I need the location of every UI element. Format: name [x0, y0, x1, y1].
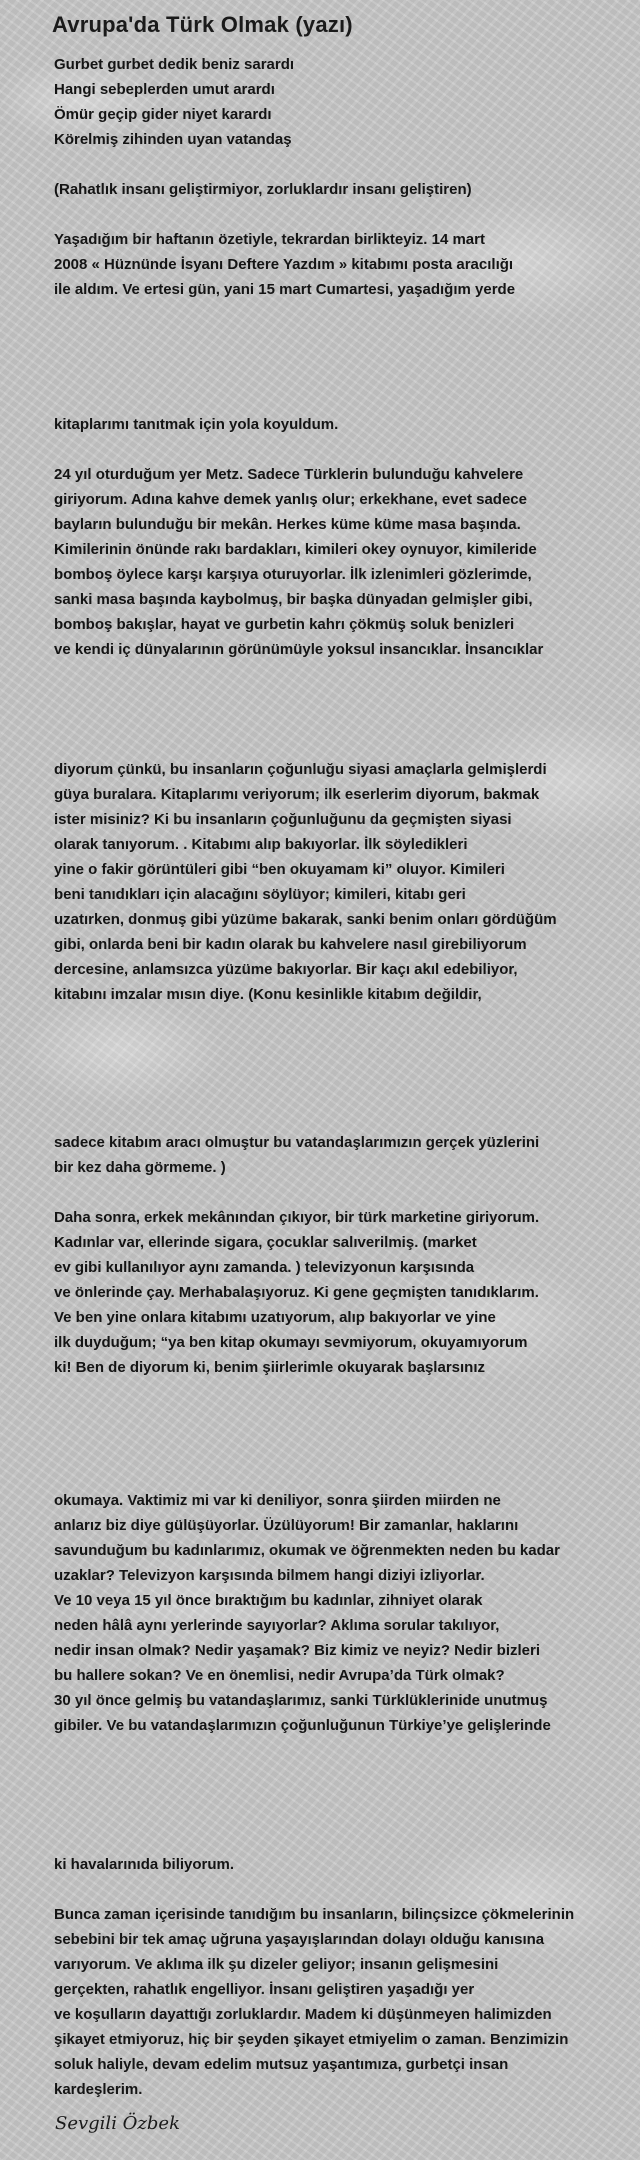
text-line: Daha sonra, erkek mekânından çıkıyor, bir türk marketine giriyorum. — [54, 1209, 540, 1226]
text-line: 30 yıl önce gelmiş bu vatandaşlarımız, sanki Türklüklerinide unutmuş — [54, 1692, 548, 1709]
text-line: Kadınlar var, ellerinde sigara, çocuklar salıverilmiş. (market — [54, 1234, 477, 1251]
text-line: gibi, onlarda beni bir kadın olarak bu kahvelere nasıl girebiliyorum — [54, 936, 527, 953]
text-line: 24 yıl oturduğum yer Metz. Sadece Türklerin bulunduğu kahvelere — [54, 466, 524, 483]
paragraph-gap — [54, 437, 614, 462]
text-line: beni tanıdıkları için alacağını söylüyor; kimileri, kitabı geri — [54, 886, 466, 903]
text-line: (Rahatlık insanı geliştirmiyor, zorluklardır insanı geliştiren) — [54, 181, 472, 198]
text-line: nedir insan olmak? Nedir yaşamak? Biz kimiz ve neyiz? Nedir bizleri — [54, 1642, 540, 1659]
text-line: varıyorum. Ve aklıma ilk şu dizeler geliyor; insanın gelişmesini — [54, 1956, 499, 1973]
text-line: sadece kitabım aracı olmuştur bu vatandaşlarımızın gerçek yüzlerini — [54, 1134, 540, 1151]
text-section-1 — [54, 52, 614, 302]
text-line: dercesine, anlamsızca yüzüme bakıyorlar. Bir kaçı akıl edebiliyor, — [54, 961, 518, 978]
text-line: ki! Ben de diyorum ki, benim şiirlerimle okuyarak başlarsınız — [54, 1359, 485, 1376]
text-line: kitabını imzalar mısın diye. (Konu kesinlikle kitabım değildir, — [54, 986, 482, 1003]
text-line: bu hallere sokan? Ve en önemlisi, nedir Avrupa’da Türk olmak? — [54, 1667, 505, 1684]
text-line: bomboş öylece karşı karşıya oturuyorlar. İlk izlenimleri gözlerimde, — [54, 566, 532, 583]
text-line: güya buralara. Kitaplarımı veriyorum; ilk eserlerim diyorum, bakmak — [54, 786, 540, 803]
text-line: Hangi sebeplerden umut arardı — [54, 81, 275, 98]
text-line: bomboş bakışlar, hayat ve gurbetin kahrı çökmüş soluk benizleri — [54, 616, 515, 633]
page-title: Avrupa'da Türk Olmak (yazı) — [52, 12, 353, 37]
text-line: uzaklar? Televizyon karşısında bilmem hangi diziyi izliyorlar. — [54, 1567, 485, 1584]
text-line: ev gibi kullanılıyor aynı zamanda. ) televizyonun karşısında — [54, 1259, 475, 1276]
text-line: Ve 10 veya 15 yıl önce bıraktığım bu kadınlar, zihniyet olarak — [54, 1592, 483, 1609]
text-section-3 — [54, 757, 614, 1007]
text-line: neden hâlâ aynı yerlerinde sayıyorlar? Aklıma sorular takılıyor, — [54, 1617, 500, 1634]
text-section-4 — [54, 1130, 614, 1380]
text-line: gibiler. Ve bu vatandaşlarımızın çoğunluğunun Türkiye’ye gelişlerinde — [54, 1717, 551, 1734]
text-line: ile aldım. Ve ertesi gün, yani 15 mart Cumartesi, yaşadığım yerde — [54, 281, 516, 298]
text-line: ister misiniz? Ki bu insanların çoğunluğunu da geçmişten siyasi — [54, 811, 512, 828]
text-line: soluk haliyle, devam edelim mutsuz yaşantımıza, gurbetçi insan — [54, 2056, 509, 2073]
text-line: ve önlerinde çay. Merhabalaşıyoruz. Ki gene geçmişten tanıdıklarım. — [54, 1284, 539, 1301]
text-line: bayların bulunduğu bir mekân. Herkes küme küme masa başında. — [54, 516, 521, 533]
paragraph-gap — [54, 1180, 614, 1205]
text-line: Körelmiş zihinden uyan vatandaş — [54, 131, 292, 148]
text-line: ve koşulların dayattığı zorluklardır. Madem ki düşünmeyen halimizden — [54, 2006, 552, 2023]
text-line: sebebini bir tek amaç uğruna yaşayışlarından dolayı olduğu kanısına — [54, 1931, 545, 1948]
text-line: okumaya. Vaktimiz mi var ki deniliyor, sonra şiirden miirden ne — [54, 1492, 501, 1509]
text-line: şikayet etmiyoruz, hiç bir şeyden şikayet etmiyelim o zaman. Benzimizin — [54, 2031, 569, 2048]
text-line: 2008 « Hüznünde İsyanı Deftere Yazdım » kitabımı posta aracılığı — [54, 256, 514, 273]
paragraph-gap — [54, 152, 614, 177]
text-section-5 — [54, 1488, 614, 1738]
text-line: olarak tanıyorum. . Kitabımı alıp bakıyorlar. İlk söyledikleri — [54, 836, 468, 853]
text-line: kardeşlerim. — [54, 2081, 143, 2098]
text-line: Ve ben yine onlara kitabımı uzatıyorum, alıp bakıyorlar ve yine — [54, 1309, 496, 1326]
text-line: ilk duyduğum; “ya ben kitap okumayı sevmiyorum, okuyamıyorum — [54, 1334, 528, 1351]
text-section-2 — [54, 412, 614, 662]
text-section-6 — [54, 1852, 614, 2102]
paragraph-gap — [54, 1877, 614, 1902]
text-line: ve kendi iç dünyalarının görünümüyle yoksul insancıklar. İnsancıklar — [54, 641, 544, 658]
text-line: anlarız biz diye gülüşüyorlar. Üzülüyorum! Bir zamanlar, haklarını — [54, 1517, 519, 1534]
text-line: ki havalarınıda biliyorum. — [54, 1856, 235, 1873]
text-line: Gurbet gurbet dedik beniz sarardı — [54, 56, 295, 73]
paragraph-gap — [54, 202, 614, 227]
text-line: gerçekten, rahatlık engelliyor. İnsanı geliştiren yaşadığı yer — [54, 1981, 475, 1998]
text-line: bir kez daha görmeme. ) — [54, 1159, 226, 1176]
text-line: diyorum çünkü, bu insanların çoğunluğu siyasi amaçlarla gelmişlerdi — [54, 761, 547, 778]
text-line: Kimilerinin önünde rakı bardakları, kimileri okey oynuyor, kimileride — [54, 541, 537, 558]
text-line: Ömür geçip gider niyet karardı — [54, 106, 272, 123]
text-line: kitaplarımı tanıtmak için yola koyuldum. — [54, 416, 339, 433]
text-line: Yaşadığım bir haftanın özetiyle, tekrardan birlikteyiz. 14 mart — [54, 231, 485, 248]
text-line: uzatırken, donmuş gibi yüzüme bakarak, sanki benim onları gördüğüm — [54, 911, 557, 928]
text-line: Bunca zaman içerisinde tanıdığım bu insanların, bilinçsizce çökmelerinin — [54, 1906, 575, 1923]
text-line: giriyorum. Adına kahve demek yanlış olur; erkekhane, evet sadece — [54, 491, 527, 508]
text-line: yine o fakir görüntüleri gibi “ben okuyamam ki” oluyor. Kimileri — [54, 861, 505, 878]
author-signature: Sevgili Özbek — [55, 2113, 180, 2134]
text-line: savunduğum bu kadınlarımız, okumak ve öğrenmekten neden bu kadar — [54, 1542, 560, 1559]
text-line: sanki masa başında kaybolmuş, bir başka dünyadan gelmişler gibi, — [54, 591, 533, 608]
